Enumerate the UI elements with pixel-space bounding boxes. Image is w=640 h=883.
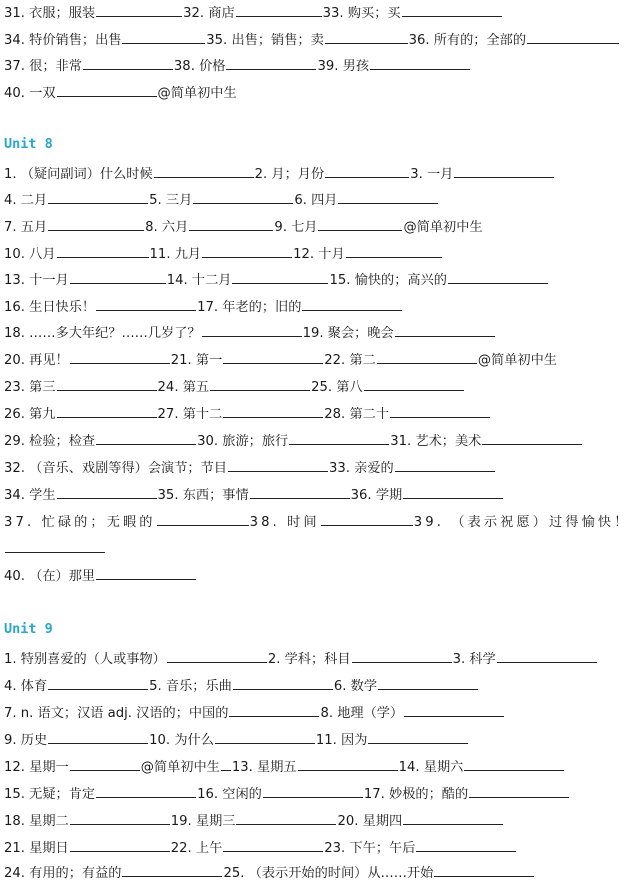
item-24: 24. 第五: [157, 380, 210, 395]
item-1: 1. （疑问副词）什么时候: [4, 167, 153, 182]
answer-blank[interactable]: [210, 376, 310, 391]
item-35: 35. 出售；销售；卖: [206, 33, 324, 48]
item-20: 20. 再见！: [4, 353, 69, 368]
item-32: 32. （音乐、戏剧等得）会演节；节目: [4, 461, 227, 476]
answer-blank[interactable]: [57, 403, 157, 418]
item-28: 28. 第二十: [324, 407, 390, 422]
item-9: 9. 历史: [4, 733, 48, 748]
unit-8-heading: Unit 8: [4, 136, 53, 152]
answer-blank[interactable]: [202, 322, 302, 337]
answer-blank[interactable]: [233, 675, 333, 690]
worksheet-line-u9-21: [4, 837, 636, 858]
item-40: 40. （在）那里: [4, 569, 96, 584]
watermark-text: @简单初中生: [140, 760, 220, 775]
item-12: 12. 十月: [293, 247, 345, 262]
answer-blank[interactable]: [96, 565, 196, 580]
item-15: 15. 无疑；肯定: [4, 787, 96, 802]
answer-blank[interactable]: [96, 783, 196, 798]
answer-blank[interactable]: [378, 675, 478, 690]
answer-blank[interactable]: [236, 810, 336, 825]
answer-blank[interactable]: [57, 376, 157, 391]
item-5: 5. 音乐；乐曲: [149, 679, 232, 694]
worksheet-line-34: [4, 29, 636, 50]
answer-blank[interactable]: [96, 296, 196, 311]
worksheet-line-37: [4, 55, 636, 76]
worksheet-line-u9-15: [4, 783, 636, 804]
item-7: 7. n. 语文；汉语 adj. 汉语的；中国的: [4, 706, 229, 721]
answer-blank[interactable]: [70, 349, 170, 364]
item-22: 22. 第二: [324, 353, 376, 368]
answer-blank[interactable]: [48, 189, 148, 204]
answer-blank[interactable]: [464, 756, 564, 771]
worksheet-line-u8-32: [4, 457, 636, 478]
worksheet-line-u8-4: [4, 189, 636, 210]
item-6: 6. 四月: [294, 193, 338, 208]
worksheet-line-u8-1: [4, 163, 636, 184]
answer-blank[interactable]: [5, 538, 105, 553]
item-37: 37. 很；非常: [4, 59, 82, 74]
answer-blank[interactable]: [228, 457, 328, 472]
answer-blank[interactable]: [404, 702, 504, 717]
worksheet-line-u9-7: [4, 702, 636, 723]
answer-blank[interactable]: [70, 756, 140, 771]
item-25: 25. （表示开始的时间）从……开始: [223, 866, 434, 881]
worksheet-line-u8-18: [4, 322, 636, 343]
item-11: 11. 因为: [315, 733, 368, 748]
answer-blank[interactable]: [497, 648, 597, 663]
worksheet-line-u8-13: [4, 269, 636, 290]
answer-blank[interactable]: [167, 648, 267, 663]
item-24: 24. 有用的；有益的: [4, 866, 122, 881]
answer-blank[interactable]: [202, 243, 292, 258]
item-32: 32. 商店: [183, 6, 235, 21]
answer-blank[interactable]: [395, 457, 495, 472]
answer-blank[interactable]: [215, 729, 315, 744]
item-19: 19. 星期三: [170, 814, 236, 829]
answer-blank[interactable]: [289, 430, 389, 445]
item-26: 26. 第九: [4, 407, 56, 422]
worksheet-line-u9-4: [4, 675, 636, 696]
item-4: 4. 体育: [4, 679, 48, 694]
item-34: 34. 学生: [4, 488, 56, 503]
answer-blank[interactable]: [70, 837, 170, 852]
worksheet-line-u8-20: [4, 349, 636, 370]
item-37: 37. 忙碌的；无暇的: [4, 515, 156, 530]
answer-blank[interactable]: [193, 189, 293, 204]
answer-blank[interactable]: [96, 430, 196, 445]
item-35: 35. 东西；事情: [157, 488, 249, 503]
answer-blank[interactable]: [448, 269, 548, 284]
item-3: 3. 一月: [410, 167, 454, 182]
answer-blank[interactable]: [122, 862, 222, 877]
worksheet-line-u9-9: [4, 729, 636, 750]
answer-blank[interactable]: [57, 82, 157, 97]
answer-blank[interactable]: [364, 376, 464, 391]
worksheet-line-u8-26: [4, 403, 636, 424]
item-36: 36. 学期: [350, 488, 403, 503]
item-23: 23. 下午；午后: [324, 841, 416, 856]
item-17: 17. 年老的；旧的: [197, 300, 302, 315]
worksheet-line-u8-34: [4, 484, 636, 505]
item-13: 13. 十一月: [4, 273, 69, 288]
answer-blank[interactable]: [189, 216, 273, 231]
worksheet-line-u8-40: [4, 565, 636, 586]
item-3: 3. 科学: [452, 652, 496, 667]
worksheet-line-u8-23: [4, 376, 636, 397]
item-31: 31. 衣服；服装: [4, 6, 96, 21]
answer-blank[interactable]: [48, 216, 144, 231]
answer-blank[interactable]: [122, 29, 205, 44]
item-10: 10. 八月: [4, 247, 56, 262]
item-23: 23. 第三: [4, 380, 56, 395]
item-8: 8. 六月: [145, 220, 189, 235]
worksheet-line-u8-7: [4, 216, 636, 237]
item-18: 18. 星期二: [4, 814, 69, 829]
item-39: 39. （表示祝愿）过得愉快！: [413, 515, 631, 530]
item-33: 33. 购买；买: [322, 6, 401, 21]
item-8: 8. 地理（学）: [320, 706, 404, 721]
item-27: 27. 第十二: [157, 407, 223, 422]
answer-blank[interactable]: [96, 2, 182, 17]
item-4: 4. 二月: [4, 193, 48, 208]
item-16: 16. 生日快乐！: [4, 300, 96, 315]
answer-blank[interactable]: [57, 484, 157, 499]
watermark-text: @简单初中生: [403, 220, 483, 235]
item-9: 9. 七月: [274, 220, 318, 235]
watermark-text: @简单初中生: [157, 86, 237, 101]
answer-blank[interactable]: [469, 783, 569, 798]
item-13: 13. 星期五: [231, 760, 297, 775]
worksheet-line-u8-39-cont: [4, 538, 636, 559]
item-29: 29. 检验；检查: [4, 434, 96, 449]
item-22: 22. 上午: [170, 841, 223, 856]
item-6: 6. 数学: [333, 679, 378, 694]
worksheet-line-u8-29: [4, 430, 636, 451]
item-1: 1. 特别喜爱的（人或事物）: [4, 652, 166, 667]
item-34: 34. 特价销售；出售: [4, 33, 122, 48]
item-20: 20. 星期四: [337, 814, 403, 829]
answer-blank[interactable]: [70, 269, 166, 284]
worksheet-line-31: [4, 2, 636, 23]
worksheet-line-u9-12: [4, 756, 636, 777]
worksheet-line-40: [4, 82, 636, 103]
item-39: 39. 男孩: [317, 59, 370, 74]
worksheet-line-u9-18: [4, 810, 636, 831]
answer-blank[interactable]: [318, 216, 402, 231]
worksheet-line-u8-37: [4, 511, 636, 532]
answer-blank[interactable]: [368, 729, 468, 744]
answer-blank[interactable]: [352, 648, 452, 663]
item-38: 38. 时间: [249, 515, 320, 530]
answer-blank[interactable]: [302, 296, 402, 311]
item-14: 14. 星期六: [398, 760, 464, 775]
worksheet-line-u9-1: [4, 648, 636, 669]
answer-blank[interactable]: [154, 163, 254, 178]
item-16: 16. 空闲的: [197, 787, 262, 802]
unit-9-heading: Unit 9: [4, 621, 53, 637]
answer-blank[interactable]: [226, 55, 316, 70]
item-15: 15. 愉快的；高兴的: [329, 273, 447, 288]
answer-blank[interactable]: [223, 349, 323, 364]
item-12: 12. 星期一: [4, 760, 69, 775]
answer-blank[interactable]: [48, 675, 148, 690]
item-31: 31. 艺术；美术: [390, 434, 482, 449]
item-2: 2. 月；月份: [254, 167, 325, 182]
item-10: 10. 为什么: [149, 733, 214, 748]
answer-blank[interactable]: [157, 511, 249, 526]
answer-blank[interactable]: [83, 55, 173, 70]
answer-blank[interactable]: [454, 163, 554, 178]
watermark-text: @简单初中生: [477, 353, 557, 368]
answer-blank[interactable]: [232, 269, 328, 284]
item-19: 19. 聚会；晚会: [302, 326, 394, 341]
answer-blank[interactable]: [403, 484, 503, 499]
answer-blank[interactable]: [250, 484, 350, 499]
item-40: 40. 一双: [4, 86, 56, 101]
answer-blank[interactable]: [370, 55, 470, 70]
item-25: 25. 第八: [311, 380, 363, 395]
answer-blank[interactable]: [223, 403, 323, 418]
worksheet-line-u9-24: [4, 862, 636, 883]
item-36: 36. 所有的；全部的: [408, 33, 527, 48]
item-21: 21. 星期日: [4, 841, 69, 856]
item-33: 33. 亲爱的: [328, 461, 394, 476]
answer-blank[interactable]: [338, 189, 438, 204]
answer-blank[interactable]: [527, 29, 619, 44]
answer-blank[interactable]: [482, 430, 582, 445]
answer-blank[interactable]: [48, 729, 148, 744]
answer-blank[interactable]: [377, 349, 477, 364]
item-2: 2. 学科；科目: [267, 652, 351, 667]
answer-blank[interactable]: [229, 702, 319, 717]
answer-blank[interactable]: [390, 403, 490, 418]
answer-blank[interactable]: [346, 243, 442, 258]
answer-blank[interactable]: [221, 756, 231, 771]
item-38: 38. 价格: [173, 59, 226, 74]
item-18: 18. ……多大年纪？……几岁了？: [4, 326, 201, 341]
answer-blank[interactable]: [57, 243, 149, 258]
answer-blank[interactable]: [325, 163, 409, 178]
item-30: 30. 旅游；旅行: [197, 434, 289, 449]
answer-blank[interactable]: [395, 322, 495, 337]
answer-blank[interactable]: [403, 810, 503, 825]
answer-blank[interactable]: [236, 2, 322, 17]
answer-blank[interactable]: [402, 2, 502, 17]
item-14: 14. 十二月: [166, 273, 232, 288]
worksheet-line-u8-10: [4, 243, 636, 264]
item-5: 5. 三月: [149, 193, 193, 208]
answer-blank[interactable]: [223, 837, 323, 852]
item-21: 21. 第一: [170, 353, 223, 368]
worksheet-line-u8-16: [4, 296, 636, 317]
item-7: 7. 五月: [4, 220, 48, 235]
answer-blank[interactable]: [416, 837, 516, 852]
answer-blank[interactable]: [70, 810, 170, 825]
answer-blank[interactable]: [263, 783, 363, 798]
item-11: 11. 九月: [149, 247, 202, 262]
answer-blank[interactable]: [298, 756, 398, 771]
answer-blank[interactable]: [321, 511, 413, 526]
answer-blank[interactable]: [434, 862, 534, 877]
item-17: 17. 妙极的；酷的: [363, 787, 469, 802]
answer-blank[interactable]: [325, 29, 408, 44]
